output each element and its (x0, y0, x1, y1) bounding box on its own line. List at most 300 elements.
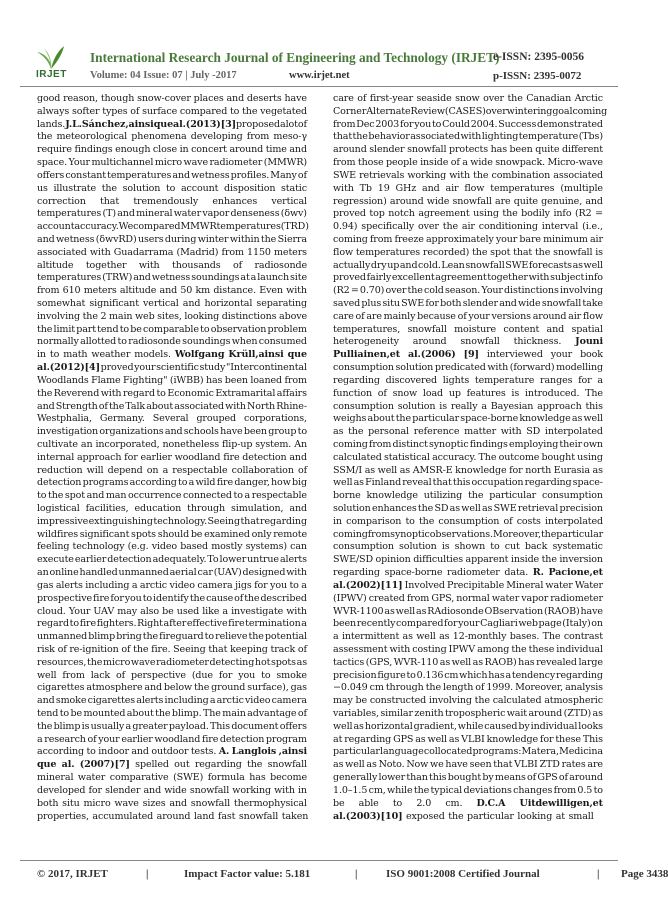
word: an (80, 438, 93, 450)
word: that (100, 195, 120, 207)
word: flow (333, 246, 354, 258)
word: to (593, 784, 603, 796)
text-line (37, 439, 307, 452)
word: to (142, 592, 153, 604)
text-line (333, 721, 603, 734)
word: ground (211, 682, 246, 694)
word: earlier (121, 733, 153, 745)
word: fire (228, 618, 245, 630)
word: GPS (393, 733, 414, 745)
word: at (333, 733, 343, 745)
word: termination (245, 618, 301, 630)
word: micro (83, 797, 111, 809)
word: 0.5 (577, 784, 593, 796)
word: with (487, 362, 509, 374)
word: (MMWR) (263, 157, 307, 169)
word: (IPWV) (333, 592, 367, 604)
word: and (546, 323, 565, 335)
word: account (180, 182, 219, 194)
word: for (218, 669, 233, 681)
word: the (82, 310, 98, 322)
word: (iWBB) (169, 374, 204, 386)
footer-separator: | (355, 868, 358, 880)
citation-word: Krüll,ainsi (228, 349, 284, 361)
word: technology (72, 541, 125, 553)
word: wide (470, 157, 493, 169)
word: are (587, 759, 603, 771)
word: the (425, 682, 441, 694)
word: of (357, 93, 367, 104)
word: at (240, 272, 250, 284)
word: Moreover, (515, 682, 564, 694)
word: consumed (258, 336, 307, 348)
word: overwintering (485, 105, 553, 117)
word: your (134, 362, 156, 374)
word: gas (290, 682, 307, 694)
word: phenomena (131, 131, 187, 143)
word: used (176, 605, 200, 617)
word: well (37, 669, 57, 681)
word: your (495, 233, 518, 245)
word: thermophysical (233, 797, 307, 809)
word: static (281, 182, 307, 194)
word: Tb (359, 182, 372, 194)
footer-copyright: © 2017, IRJET (37, 868, 108, 880)
word: small (568, 810, 594, 822)
word: typical (430, 784, 463, 796)
text-line (37, 170, 307, 183)
word: from (369, 233, 393, 245)
word: quite (513, 195, 538, 207)
word: compared (396, 618, 444, 630)
word: proved (333, 272, 366, 284)
word: from (553, 784, 577, 796)
word: have (220, 426, 243, 438)
word: be (162, 605, 174, 617)
word: with (286, 285, 307, 297)
word: program (265, 733, 307, 745)
word: on (591, 618, 603, 630)
word: as (353, 477, 364, 489)
word: denseness (230, 208, 280, 220)
word: can (290, 541, 307, 553)
word: distinctions (504, 285, 559, 297)
text-line (333, 798, 603, 811)
word: lighting (481, 131, 519, 143)
word: altitude (119, 285, 157, 297)
word: radiometer (550, 592, 603, 604)
word: calculated (492, 695, 542, 707)
word: snowpack. (495, 157, 546, 169)
word: the (133, 643, 149, 655)
text-line (37, 260, 307, 273)
word: spots (131, 528, 156, 540)
word: regarding (194, 759, 242, 771)
text-line (333, 529, 603, 542)
citation-word: al.(2012)[4] (37, 362, 100, 374)
word: 12-monthly (452, 631, 507, 643)
word: to (431, 118, 442, 130)
word: have (580, 605, 603, 617)
text-line (37, 362, 307, 375)
word: contrast (563, 631, 603, 643)
word: that (240, 515, 260, 527)
word: (R2 (333, 285, 350, 297)
word: and (37, 400, 55, 412)
word: well (427, 733, 447, 745)
text-line (37, 580, 307, 593)
word: variables, (333, 708, 379, 719)
word: deviations (463, 784, 512, 796)
word: and (169, 797, 187, 809)
word: Reverend (53, 387, 100, 399)
citation-word: al.(2013)[3] (173, 118, 237, 130)
word: about (126, 708, 154, 719)
text-line (37, 798, 307, 811)
word: info (584, 272, 603, 284)
word: study (199, 362, 226, 374)
word: snow (392, 387, 418, 399)
text-line (333, 144, 603, 157)
word: after (163, 618, 187, 630)
citation-word: que (287, 349, 307, 361)
word: (SWE) (173, 772, 204, 784)
word: the (155, 708, 171, 719)
word: minimum (543, 233, 588, 245)
word: perspective (130, 669, 186, 681)
word: 0.94) (333, 221, 358, 233)
word: Review (410, 105, 445, 117)
word: consumption (333, 400, 394, 412)
word: a (481, 400, 487, 412)
word: north (525, 464, 552, 476)
word: thickness. (513, 336, 562, 348)
word: soundings (191, 272, 240, 284)
text-line (37, 349, 307, 362)
word: have (445, 759, 468, 771)
word: will (86, 464, 104, 476)
text-line (37, 618, 307, 631)
word: for (539, 733, 554, 745)
journal-website-link[interactable]: www.irjet.net (289, 70, 350, 81)
word: and (164, 426, 183, 438)
word: The (203, 708, 221, 719)
word: Moreover, (492, 528, 541, 540)
text-line (333, 349, 603, 362)
word: of (503, 515, 513, 527)
citation-word: Pacione,et (548, 567, 603, 579)
word: be (333, 797, 345, 809)
word: of (475, 682, 485, 694)
word: scientific (156, 362, 199, 374)
word: is (439, 400, 447, 412)
word: wide (164, 784, 187, 796)
word: (e.g. (127, 541, 149, 553)
word: snowfall (407, 144, 447, 156)
word: Now (406, 759, 429, 771)
word: that (208, 643, 228, 655)
word: the (37, 131, 53, 143)
word: the (248, 631, 264, 643)
text-line (333, 682, 603, 695)
word: as (364, 464, 376, 476)
word: as (448, 733, 460, 745)
word: inversion (559, 554, 603, 566)
word: web (518, 618, 538, 630)
word: Mineral (506, 579, 544, 591)
word: Could (442, 118, 470, 130)
word: as (592, 708, 603, 719)
word: combination (491, 169, 551, 181)
word: usually (90, 720, 125, 732)
word: 1.0–1.5 (333, 784, 368, 796)
text-line (333, 759, 603, 772)
word: aerial (169, 567, 197, 579)
word: track (270, 643, 296, 655)
word: for (509, 464, 523, 476)
word: and (159, 285, 178, 297)
word: book (580, 349, 603, 361)
word: a (597, 374, 603, 386)
word: education (134, 503, 182, 514)
text-line (333, 362, 603, 375)
word: looks (578, 720, 603, 732)
word: camera (271, 695, 307, 707)
word: as (333, 426, 344, 438)
word: advantage (247, 708, 297, 719)
word: launch (257, 272, 290, 284)
word: meteorological (56, 131, 128, 143)
word: Canadian (526, 93, 572, 104)
word: models. (134, 349, 171, 361)
word: be (130, 323, 142, 335)
word: lights (442, 374, 470, 386)
word: SWE (333, 169, 356, 181)
word: research (44, 733, 86, 745)
word: Noto. (378, 759, 405, 771)
word: has (205, 374, 223, 386)
word: well (333, 477, 353, 489)
word: in (179, 144, 189, 156)
word: cut (504, 541, 520, 553)
word: these (528, 643, 555, 655)
word: the (142, 631, 159, 643)
word: Eurasia (553, 464, 590, 476)
word: the (189, 592, 206, 604)
word: and (37, 695, 55, 707)
text-line (333, 618, 603, 631)
word: to (200, 323, 210, 335)
word: page (538, 618, 562, 630)
text-line (333, 541, 603, 554)
word: a (125, 720, 132, 732)
citation-word: al.(2003)[10] (333, 810, 403, 822)
word: you (238, 669, 256, 681)
word: tend (37, 708, 59, 719)
word: Matera, (521, 746, 559, 758)
word: fire (216, 477, 234, 489)
word: good (37, 93, 61, 104)
word: cigarettes (87, 695, 136, 707)
journal-title: International Research Journal of Engineering and Technology (IRJET) (90, 50, 500, 65)
word: (TRD) (280, 221, 309, 233)
citation-word: J.L. (65, 118, 82, 130)
logo-text: IRJET (36, 69, 67, 80)
word: MMWR (180, 221, 217, 233)
word: to (37, 490, 47, 502)
word: from (368, 438, 392, 450)
word: the (468, 490, 484, 502)
word: accumulated (92, 810, 154, 822)
word: winter (197, 233, 229, 245)
word: which (459, 669, 488, 681)
word: Alternate (366, 105, 411, 117)
word: able (358, 797, 379, 809)
word: micro (103, 656, 131, 668)
word: air (568, 310, 582, 322)
word: mineral (136, 208, 173, 220)
word: than (406, 772, 428, 784)
word: The (542, 631, 561, 643)
word: versions (491, 310, 531, 322)
word: in (333, 515, 342, 527)
word: observation (210, 323, 267, 335)
word: fireguard (159, 631, 204, 643)
word: with (100, 387, 122, 399)
word: video (151, 541, 178, 553)
word: from (37, 285, 60, 297)
word: always (37, 105, 70, 117)
word: detection (219, 733, 265, 745)
word: to (165, 182, 176, 194)
text-line (333, 567, 603, 580)
word: SSM/I (333, 464, 363, 476)
word: caused (484, 720, 518, 732)
word: temperature (474, 374, 535, 386)
text-line (333, 285, 603, 298)
word: from (333, 157, 356, 169)
word: spot (64, 490, 86, 502)
word: by (482, 772, 494, 784)
word: as (333, 759, 344, 771)
word: (CASES) (444, 105, 486, 117)
text-line (37, 695, 307, 708)
word: Your (68, 157, 90, 169)
word: during (164, 233, 197, 245)
word: Water (574, 579, 603, 591)
word: though (100, 93, 135, 104)
word: been (224, 374, 248, 386)
word: for (399, 118, 414, 130)
word: comparative (109, 772, 169, 784)
word: temperatures (107, 169, 172, 181)
text-line (333, 388, 603, 401)
word: associated (37, 246, 87, 258)
word: coming (333, 233, 368, 245)
word: somewhat (37, 298, 86, 309)
word: WVR-110 (393, 656, 439, 668)
word: GPS, (431, 592, 455, 604)
word: effective (186, 618, 228, 630)
word: for (254, 579, 268, 591)
word: when (231, 336, 258, 348)
word: function (333, 387, 373, 399)
word: systems) (245, 541, 287, 553)
word: wetness (55, 233, 95, 245)
word: conditioning (478, 221, 538, 233)
word: Involved (404, 579, 445, 591)
word: statistical (383, 451, 430, 463)
word: mounted (83, 708, 126, 719)
word: enhances (371, 503, 417, 514)
word: freeze (394, 233, 424, 245)
word: taken (281, 810, 309, 822)
word: as (472, 656, 484, 668)
word: Your (481, 285, 503, 297)
word: around (532, 310, 567, 322)
word: of (233, 259, 243, 271)
word: seen (469, 759, 492, 771)
word: organizations (99, 426, 164, 438)
word: weather (91, 349, 131, 361)
word: of (57, 643, 67, 655)
word: particular (467, 810, 514, 822)
word: particular (556, 528, 604, 540)
word: care (333, 310, 354, 322)
word: adequately. (152, 554, 207, 566)
word: The (585, 387, 603, 399)
word: well (333, 720, 353, 732)
word: subject (550, 272, 585, 284)
text-line (333, 413, 603, 426)
word: earlier (74, 554, 107, 566)
word: unmanned (37, 631, 88, 643)
footer-separator: | (146, 868, 149, 880)
word: the (108, 400, 125, 412)
text-line (37, 285, 307, 298)
citation-word: Wolfgang (174, 349, 225, 361)
word: genuine, (541, 195, 583, 207)
word: with (333, 182, 354, 194)
word: developing (190, 131, 243, 143)
word: the (395, 413, 411, 425)
word: proposed (236, 118, 280, 130)
word: wave (114, 797, 139, 809)
word: Flame (91, 374, 121, 386)
word: This (582, 733, 603, 745)
word: danger, (234, 477, 270, 489)
word: wave (183, 157, 208, 169)
text-line (333, 119, 603, 132)
word: smoke (55, 695, 87, 707)
word: bought (447, 772, 482, 784)
word: has (249, 772, 266, 784)
word: plus (361, 298, 382, 309)
word: associated (174, 400, 225, 412)
word: us (37, 182, 48, 194)
word: through (187, 503, 226, 514)
word: slender (105, 784, 141, 796)
word: zenith (414, 708, 444, 719)
word: on (146, 464, 159, 476)
word: over (417, 221, 439, 233)
word: we (430, 759, 444, 771)
text-line (37, 631, 307, 644)
word: figure (377, 669, 406, 681)
text-line (333, 221, 603, 234)
word: and (585, 195, 603, 207)
word: should (157, 528, 190, 540)
